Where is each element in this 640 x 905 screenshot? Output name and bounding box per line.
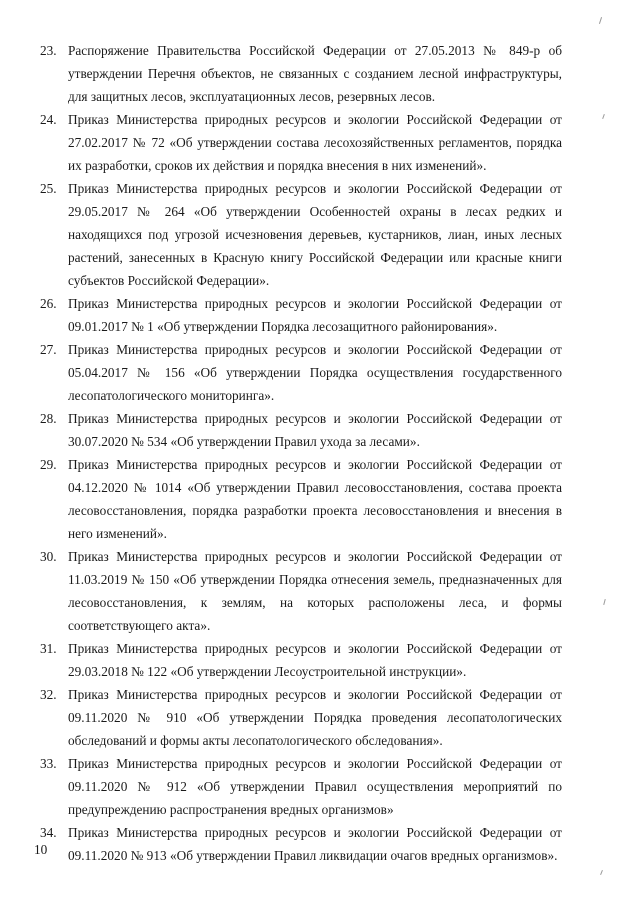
item-text: Приказ Министерства природных ресурсов и экологии Российской Федерации от 09.11.2020 № 912 «Об утверждении Правил осуществления мероприятий по предупреждению распространения вредных организмов»	[68, 756, 562, 817]
item-number: 29.	[40, 457, 57, 472]
item-number: 28.	[40, 411, 57, 426]
item-text: Приказ Министерства природных ресурсов и экологии Российской Федерации от 09.01.2017 № 1 «Об утверждении Порядка лесозащитного районирования».	[68, 296, 562, 334]
list-item	[0, 338, 640, 407]
item-number: 24.	[40, 112, 57, 127]
list-item	[0, 177, 640, 292]
item-text: Приказ Министерства природных ресурсов и экологии Российской Федерации от 27.02.2017 № 72 «Об утверждении состава лесохозяйственных регламентов, порядка их разработки, сроков их действия и порядка внесения в них изменений».	[68, 112, 562, 173]
scan-mark	[600, 870, 603, 875]
list-item	[0, 683, 640, 752]
list-item	[0, 292, 640, 338]
list-item	[0, 752, 640, 821]
item-number: 25.	[40, 181, 57, 196]
item-text: Приказ Министерства природных ресурсов и экологии Российской Федерации от 29.05.2017 № 264 «Об утверждении Особенностей охраны в лесах редких и находящихся под угрозой исчезновения деревьев, кустарников, лиан, иных лесных растений, занесенных в Красную книгу Российской Федерации или красные книги субъектов Российской Федерации».	[68, 181, 562, 288]
item-number: 34.	[40, 825, 57, 840]
item-number: 26.	[40, 296, 57, 311]
item-text: Приказ Министерства природных ресурсов и экологии Российской Федерации от 29.03.2018 № 122 «Об утверждении Лесоустроительной инструкции».	[68, 641, 562, 679]
item-number: 33.	[40, 756, 57, 771]
page-number: 10	[34, 842, 48, 857]
item-number: 27.	[40, 342, 57, 357]
scan-mark	[599, 17, 602, 24]
item-text: Приказ Министерства природных ресурсов и экологии Российской Федерации от 30.07.2020 № 534 «Об утверждении Правил ухода за лесами».	[68, 411, 562, 449]
item-text: Приказ Министерства природных ресурсов и экологии Российской Федерации от 04.12.2020 № 1014 «Об утверждении Правил лесовосстановления, состава проекта лесовосстановления, порядка разработки проекта лесовосстановления и внесения в него изменений».	[68, 457, 562, 541]
item-text: Приказ Министерства природных ресурсов и экологии Российской Федерации от 11.03.2019 № 150 «Об утверждении Порядка отнесения земель, предназначенных для лесовосстановления, к землям, на которых расположены леса, и формы соответствующего акта».	[68, 549, 562, 633]
list-item	[0, 453, 640, 545]
list-item	[0, 545, 640, 637]
item-number: 23.	[40, 43, 57, 58]
item-number: 30.	[40, 549, 57, 564]
legal-references-list	[0, 39, 640, 867]
item-number: 31.	[40, 641, 57, 656]
list-item	[0, 637, 640, 683]
item-text: Распоряжение Правительства Российской Федерации от 27.05.2013 № 849-р об утверждении Перечня объектов, не связанных с созданием лесной инфраструктуры, для защитных лесов, эксплуатационных лесов, резервных лесов.	[68, 43, 562, 104]
item-text: Приказ Министерства природных ресурсов и экологии Российской Федерации от 09.11.2020 № 913 «Об утверждении Правил ликвидации очагов вредных организмов».	[68, 825, 562, 863]
list-item	[0, 407, 640, 453]
list-item	[0, 39, 640, 108]
item-text: Приказ Министерства природных ресурсов и экологии Российской Федерации от 09.11.2020 № 910 «Об утверждении Порядка проведения лесопатологических обследований и формы акты лесопатологического обследования».	[68, 687, 562, 748]
list-item	[0, 108, 640, 177]
list-item	[0, 821, 640, 867]
item-text: Приказ Министерства природных ресурсов и экологии Российской Федерации от 05.04.2017 № 156 «Об утверждении Порядка осуществления государственного лесопатологического мониторинга».	[68, 342, 562, 403]
item-number: 32.	[40, 687, 57, 702]
